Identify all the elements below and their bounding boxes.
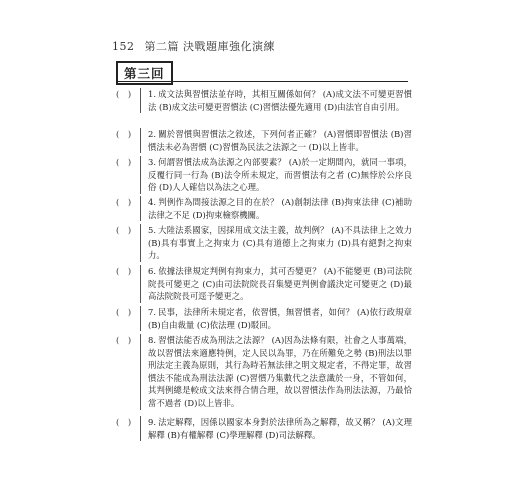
question-body: 大陸法系國家，因採用成文法主義，故判例？ (A)不具法律上之效力 (B)具有事實上之拘束力 (C)具有道德上之拘束力 (D)具有絕對之拘束力。 bbox=[148, 225, 412, 261]
question-number: 3. bbox=[148, 157, 156, 167]
answer-blank: ( ) bbox=[116, 89, 135, 99]
answer-blank: ( ) bbox=[116, 335, 135, 345]
section-title: 第三回 bbox=[116, 61, 173, 85]
answer-divider bbox=[140, 265, 141, 303]
question-body: 法定解釋，因係以國家本身對於法律所為之解釋，故又稱？ (A)文理解釋 (B)有權解釋 (C)學理解釋 (D)司法解釋。 bbox=[148, 417, 412, 440]
running-title: 第二篇 決戰題庫強化演練 bbox=[144, 40, 275, 53]
question-item bbox=[116, 128, 412, 153]
answer-divider bbox=[140, 334, 141, 410]
question-body: 成文法與習慣法並存時，其相互關係如何？ (A)成文法不可變更習慣法 (B)成文法可變更習慣法 (C)習慣法優先適用 (D)由法官自由引用。 bbox=[148, 89, 412, 112]
answer-blank: ( ) bbox=[116, 266, 135, 276]
question-item bbox=[116, 265, 412, 303]
answer-blank: ( ) bbox=[116, 197, 135, 207]
question-number: 5. bbox=[148, 225, 156, 235]
question-number: 2. bbox=[148, 129, 156, 139]
question-number: 7. bbox=[148, 307, 156, 317]
answer-divider bbox=[140, 224, 141, 262]
question-body: 何謂習慣法成為法源之內部要素？ (A)於一定期間內，就同一事項，反覆行同一行為 (B)法令所未規定，而習慣法有之者 (C)無悖於公序良俗 (D)人人確信以為法之心理。 bbox=[148, 157, 412, 193]
answer-divider bbox=[140, 416, 141, 441]
question-number: 4. bbox=[148, 197, 156, 207]
question-item bbox=[116, 196, 412, 221]
question-item bbox=[116, 224, 412, 262]
question-text bbox=[148, 265, 412, 303]
question-item bbox=[116, 88, 412, 113]
section-divider bbox=[116, 81, 408, 82]
question-body: 判例作為間接法源之目的在於？ (A)創制法律 (B)拘束法律 (C)補助法律之不足 (D)拘束檢察機關。 bbox=[148, 197, 412, 220]
question-text bbox=[148, 196, 412, 221]
question-text bbox=[148, 416, 412, 441]
question-body: 民事，法律所未規定者，依習慣，無習慣者，如何？ (A)依行政規章 (B)自由裁量 (C)依法理 (D)駁回。 bbox=[148, 307, 412, 330]
question-number: 8. bbox=[148, 335, 156, 345]
question-body: 關於習慣與習慣法之敘述，下列何者正確？ (A)習慣即習慣法 (B)習慣法未必為習慣 (C)習慣為民法之法源之一 (D)以上皆非。 bbox=[148, 129, 412, 152]
answer-blank: ( ) bbox=[116, 417, 135, 427]
question-item bbox=[116, 306, 412, 331]
answer-divider bbox=[140, 156, 141, 194]
question-text bbox=[148, 156, 412, 194]
question-text bbox=[148, 88, 412, 113]
answer-divider bbox=[140, 88, 141, 113]
question-body: 習慣法能否成為刑法之法源？ (A)因為法條有限，社會之人事萬端，故以習慣法來適應特例，定人民以為罪，乃在所難免之勢 (B)刑法以罪刑法定主義為原則，其行為時若無法律之明文規定者，不得定罪，故習慣法不能成為刑法法源 (C)習慣乃集數代之法意識於一身，不管如何，其判例總是較成文法來得合情合理，故以習慣法作為刑法法源，乃最恰當不過者 (D)以上皆非。 bbox=[148, 335, 412, 408]
question-body: 依據法律規定判例有拘束力，其可否變更？ (A)不能變更 (B)司法院院長可變更之 (C)由司法院院長召集變更判例會議決定可變更之 (D)最高法院院長可逕予變更之。 bbox=[148, 266, 412, 302]
answer-blank: ( ) bbox=[116, 129, 135, 139]
question-item bbox=[116, 334, 412, 410]
question-number: 1. bbox=[148, 89, 156, 99]
question-number: 9. bbox=[148, 417, 156, 427]
question-text bbox=[148, 224, 412, 262]
question-item bbox=[116, 156, 412, 194]
question-text bbox=[148, 128, 412, 153]
question-text bbox=[148, 306, 412, 331]
answer-blank: ( ) bbox=[116, 307, 135, 317]
answer-blank: ( ) bbox=[116, 225, 135, 235]
question-number: 6. bbox=[148, 266, 156, 276]
answer-blank: ( ) bbox=[116, 157, 135, 167]
answer-divider bbox=[140, 306, 141, 331]
answer-divider bbox=[140, 196, 141, 221]
page-number: 152 bbox=[112, 40, 135, 53]
answer-divider bbox=[140, 128, 141, 153]
page-header bbox=[112, 38, 275, 54]
question-item bbox=[116, 416, 412, 441]
question-text bbox=[148, 334, 412, 410]
